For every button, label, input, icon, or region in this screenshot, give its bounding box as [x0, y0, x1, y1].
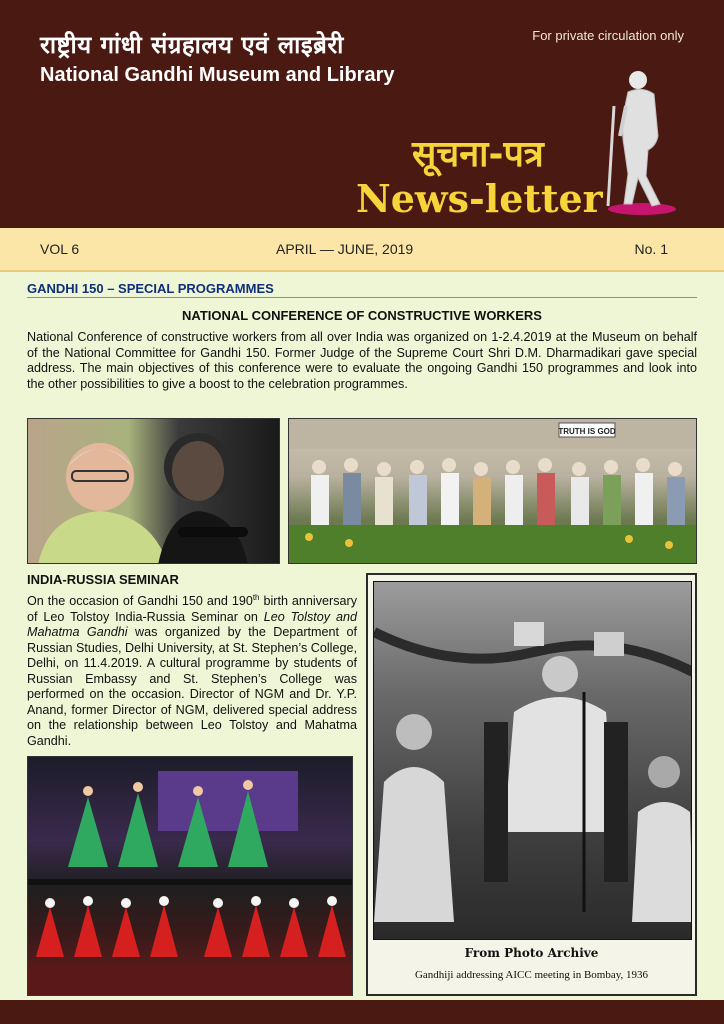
speaker-photo-art [28, 419, 280, 564]
group-photo-art [289, 419, 697, 564]
seminar-title: INDIA-RUSSIA SEMINAR [27, 572, 179, 587]
group-photo-sign: TRUTH IS GOD [558, 427, 616, 436]
archive-caption-text: Gandhiji addressing AICC meeting in Bombay, 1936 [414, 969, 648, 981]
seminar-body-italic: Leo Tolstoy and Mahatma Gandhi [27, 609, 357, 640]
seminar-body-sup: th [252, 593, 260, 602]
seminar-body-start: On the occasion of Gandhi 150 and 190 [27, 594, 253, 609]
footer-band [0, 1000, 724, 1024]
issue-info-bar [0, 228, 724, 272]
newsletter-title-english: News-letter [356, 176, 603, 221]
walking-gandhi-logo-icon [598, 66, 686, 216]
cultural-programme-photo [27, 756, 353, 996]
seminar-body [27, 590, 357, 749]
seminar-body-end: was organized by the Department of Russian Studies, Delhi University, at St. Stephen’s College, Delhi, on 11.4.2019. A cultural programme by students of Russian Embassy and St. Stephen’s College was performed on the occasion. Director of NGM and Dr. Y.P. Anand, former Director of NGM, delivered special address on the relationship between Leo Tolstoy and Mahatma Gandhi. [27, 625, 357, 748]
archive-photo [373, 581, 692, 940]
org-name-english: National Gandhi Museum and Library [40, 64, 395, 86]
newsletter-title-hindi: सूचना-पत्र [412, 134, 544, 175]
speaker-photo [27, 418, 280, 564]
issue-period: APRIL — JUNE, 2019 [276, 241, 414, 257]
archive-photo-art [374, 582, 692, 940]
org-name-hindi: राष्ट्रीय गांधी संग्रहालय एवं लाइब्रेरी [40, 31, 344, 59]
dance-photo-art [28, 757, 353, 996]
volume-label: VOL 6 [40, 241, 80, 257]
seminar-body-mid: birth anniversary of Leo Tolstoy India-Russia Seminar on [27, 594, 357, 624]
conference-body: National Conference of constructive workers from all over India was organized on 1-2.4.2019 at the Museum on behalf of the National Committee for Gandhi 150. Former Judge of the Supreme Court Shri D.M. Dharmadikari gave special address. The main objectives of this conference were to evaluate the ongoing Gandhi 150 programmes and look into the other possibilities to give a boost to the celebration programmes. [27, 330, 697, 391]
section-divider [27, 297, 697, 298]
photo-archive-box [366, 573, 697, 996]
archive-caption-title: From Photo Archive [464, 946, 599, 960]
masthead [0, 0, 724, 228]
conference-title: NATIONAL CONFERENCE OF CONSTRUCTIVE WORKERS [182, 308, 542, 323]
conference-group-photo [288, 418, 697, 564]
issue-number: No. 1 [634, 241, 668, 257]
section-heading: GANDHI 150 – SPECIAL PROGRAMMES [27, 281, 274, 296]
private-circulation-note: For private circulation only [532, 28, 684, 43]
